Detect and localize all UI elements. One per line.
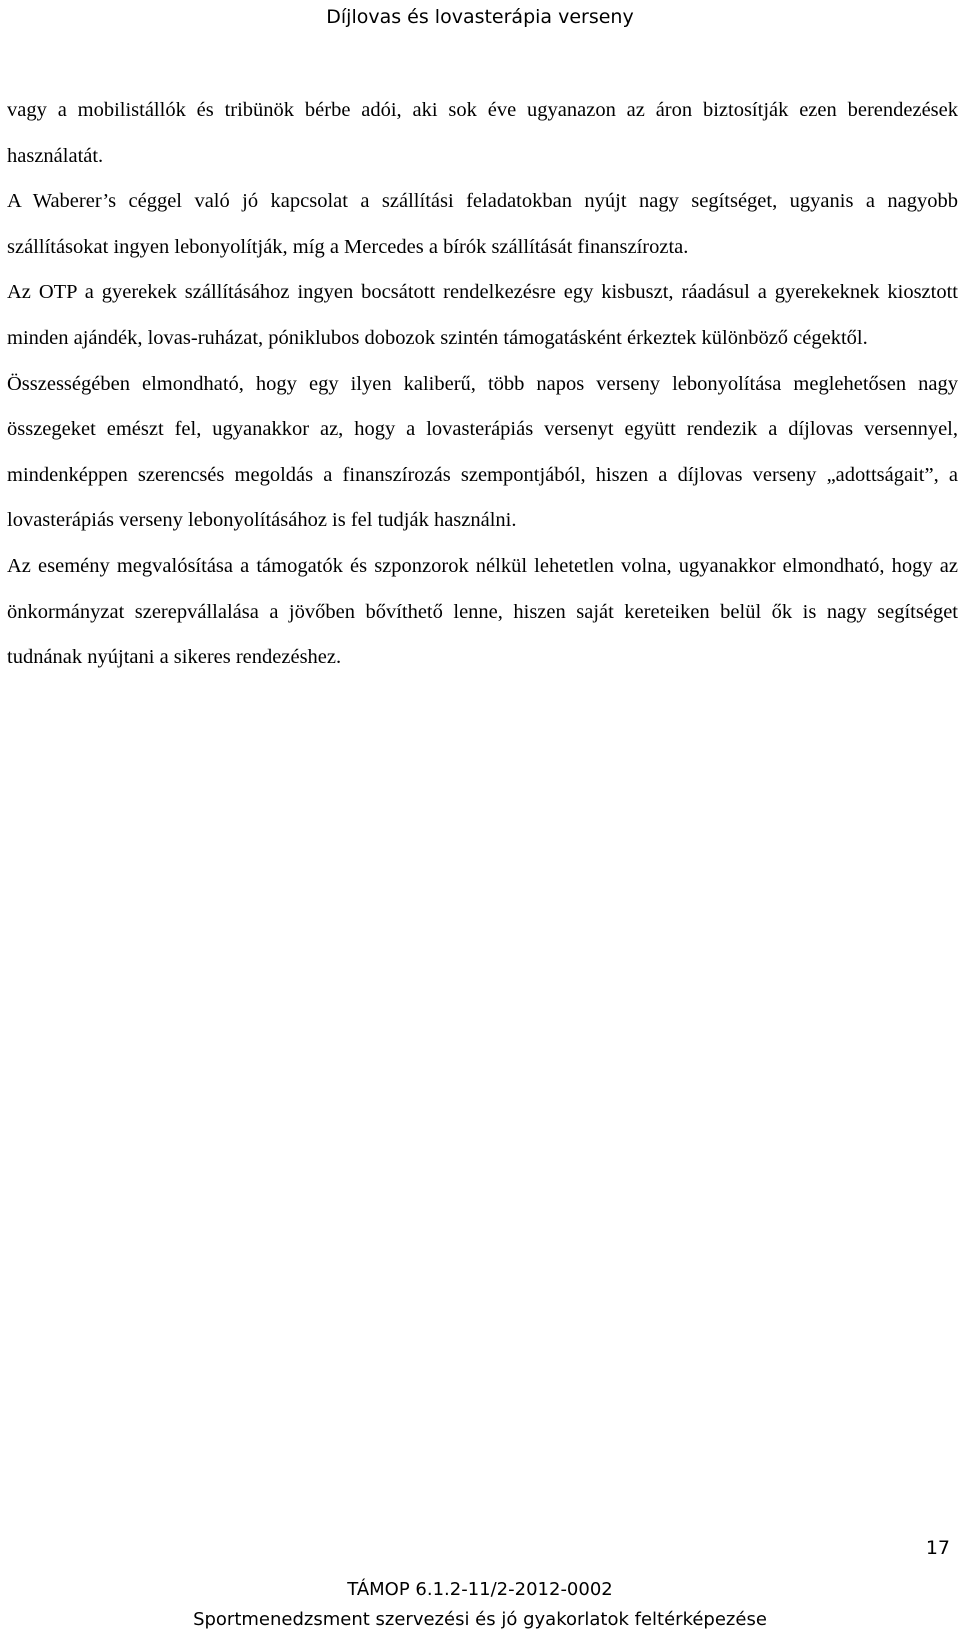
paragraph-1: vagy a mobilistállók és tribünök bérbe adói, aki sok éve ugyanazon az áron biztosítják ezen berendezések használatát. xyxy=(7,99,958,167)
footer-project-title: Sportmenedzsment szervezési és jó gyakorlatok feltérképezése xyxy=(193,1609,767,1630)
paragraph-4: Összességében elmondható, hogy egy ilyen kaliberű, több napos verseny lebonyolítása meglehetősen nagy összegeket emészt fel, ugyanakkor az, hogy a lovasterápiás versenyt együtt rendezik a díjlovas versennyel, mindenképpen szerencsés megoldás a finanszírozás szempontjából, hiszen a díjlovas verseny „adottságait”, a lovasterápiás verseny lebonyolításához is fel tudják használni. xyxy=(7,372,958,532)
paragraph-5: Az esemény megvalósítása a támogatók és szponzorok nélkül lehetetlen volna, ugyanakkor elmondható, hogy az önkormányzat szerepvállalása a jövőben bővíthető lenne, hiszen saját kereteiken belül ők is nagy segítséget tudnának nyújtani a sikeres rendezéshez. xyxy=(7,554,958,669)
document-body xyxy=(7,88,958,681)
paragraph-2: A Waberer’s céggel való jó kapcsolat a szállítási feladatokban nyújt nagy segítséget, ugyanis a nagyobb szállításokat ingyen lebonyolítják, míg a Mercedes a bírók szállítását finanszírozta. xyxy=(7,190,958,258)
page-footer xyxy=(0,1575,960,1635)
header-title: Díjlovas és lovasterápia verseny xyxy=(326,6,634,28)
paragraph-3: Az OTP a gyerekek szállításához ingyen bocsátott rendelkezésre egy kisbuszt, ráadásul a gyerekeknek kiosztott minden ajándék, lovas-ruházat, póniklubos dobozok szintén támogatásként érkeztek különböző cégektől. xyxy=(7,281,958,349)
footer-project-code: TÁMOP 6.1.2-11/2-2012-0002 xyxy=(347,1579,613,1600)
page-number: 17 xyxy=(925,1537,950,1559)
page-header xyxy=(0,4,960,30)
